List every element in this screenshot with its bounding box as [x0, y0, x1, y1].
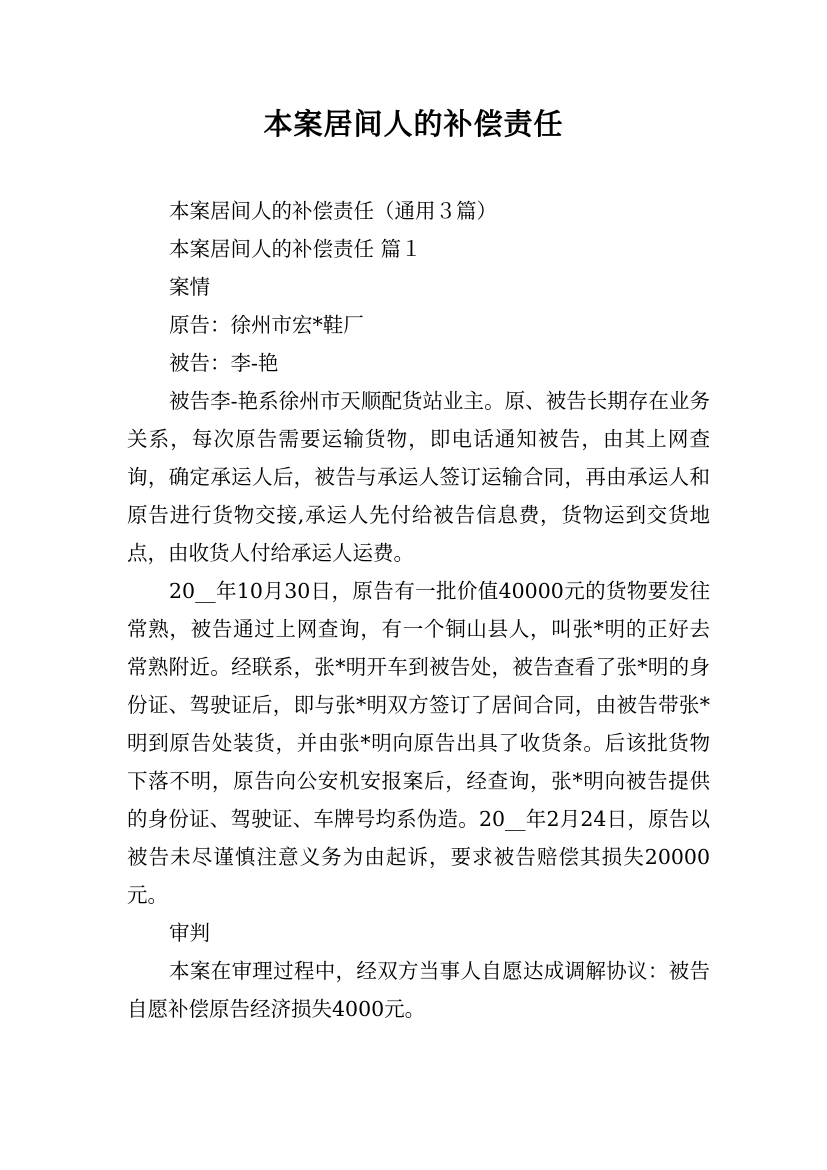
plaintiff-line: 原告：徐州市宏*鞋厂 — [169, 313, 364, 337]
body-paragraph: 20__年10月30日，原告有一批价值40000元的货物要发往常熟，被告通过上网查询，有一个铜山县人，叫张*明的正好去常熟附近。经联系，张*明开车到被告处，被告查看了张*明的身份证、驾驶证后，即与张*明双方签订了居间合同，由被告带张*明到原告处装货，并由张*明向原告出具了收货条。后该批货物下落不明，原告向公安机安报案后，经查询，张*明向被告提供的身份证、驾驶证、车牌号均系伪造。20__年2月24日，原告以被告未尽谨慎注意义务为由起诉，要求被告赔偿其损失20000元。 — [127, 579, 710, 907]
document-title: 本案居间人的补偿责任 — [263, 107, 564, 141]
defendant-line: 被告：李-艳 — [169, 351, 279, 375]
section-heading: 本案居间人的补偿责任 篇１ — [169, 237, 422, 261]
document-body — [127, 192, 710, 1028]
body-paragraph: 本案在审理过程中，经双方当事人自愿达成调解协议：被告自愿补偿原告经济损失4000元。 — [127, 959, 710, 1021]
trial-heading: 审判 — [169, 921, 210, 945]
body-paragraph: 被告李-艳系徐州市天顺配货站业主。原、被告长期存在业务关系，每次原告需要运输货物，即电话通知被告，由其上网查询，确定承运人后，被告与承运人签订运输合同，再由承运人和原告进行货物交接,承运人先付给被告信息费，货物运到交货地点，由收货人付给承运人运费。 — [127, 389, 710, 565]
case-heading: 案情 — [169, 275, 210, 299]
subtitle-paragraph: 本案居间人的补偿责任（通用３篇） — [169, 199, 497, 223]
